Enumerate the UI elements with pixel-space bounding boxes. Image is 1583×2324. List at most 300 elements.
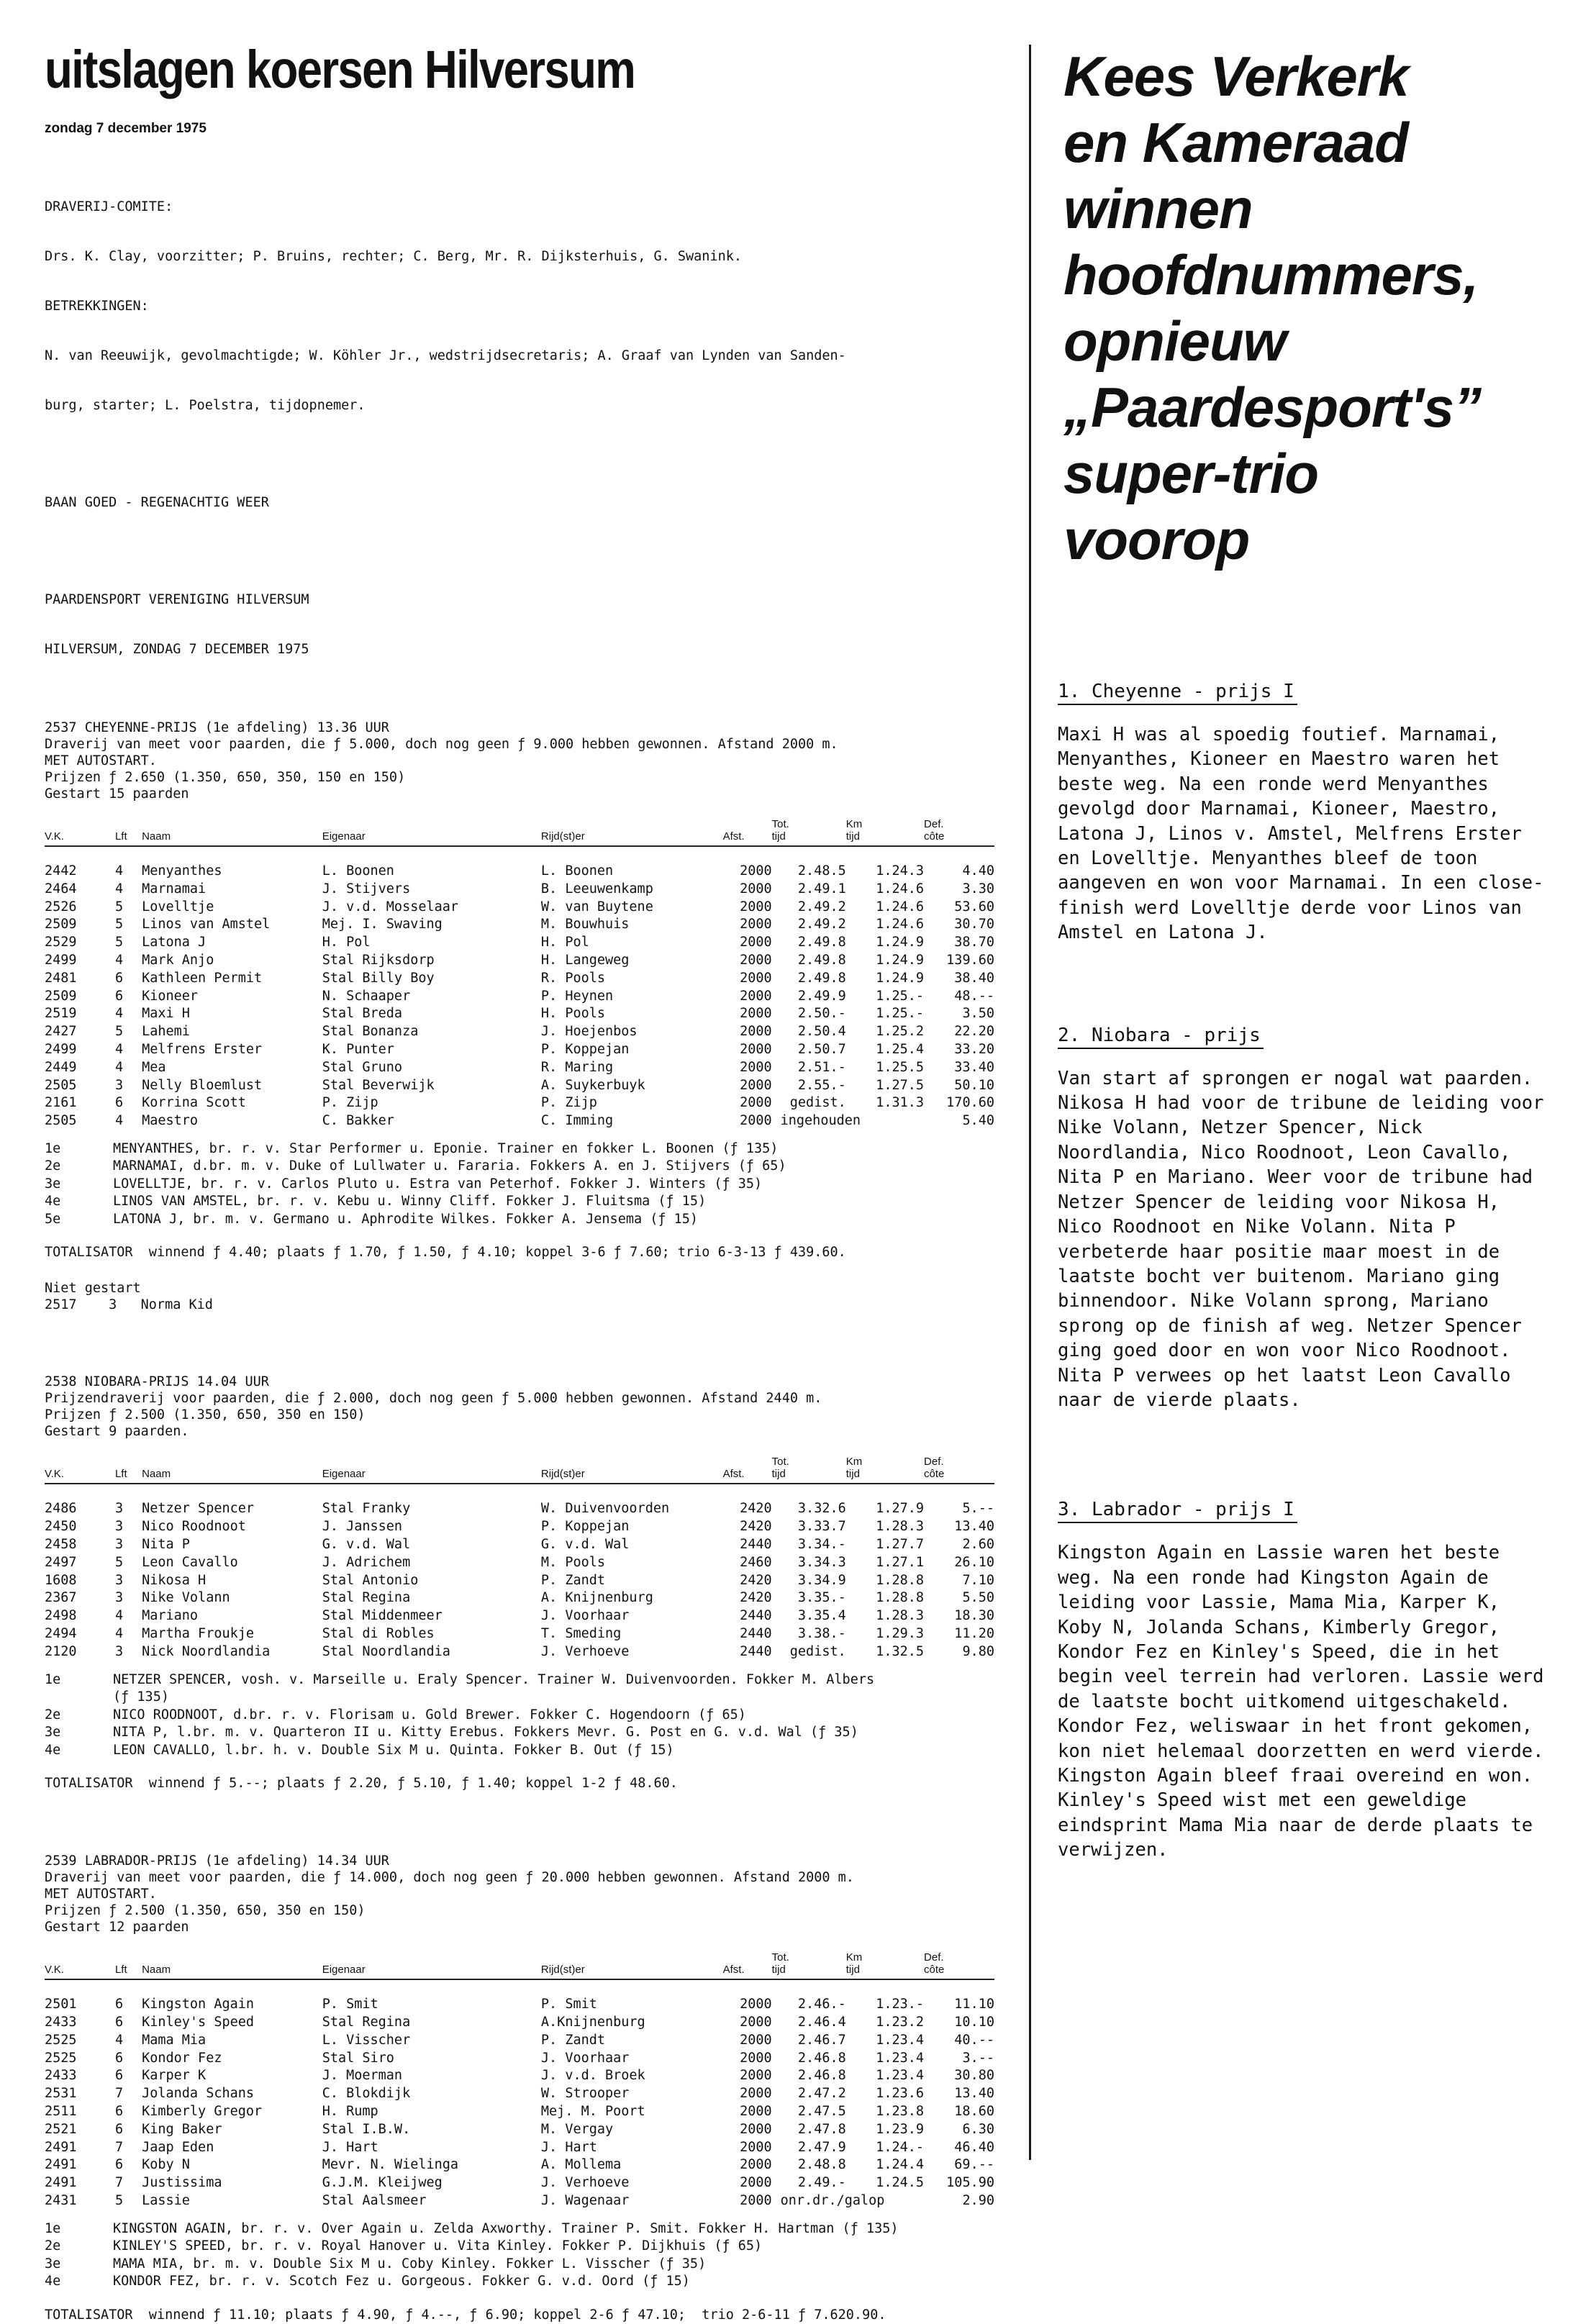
cell-eigenaar: P. Zijp (322, 1095, 378, 1111)
date-line: zondag 7 december 1975 (45, 121, 207, 136)
cell-totaaltijd: 2.47.8 (797, 2121, 846, 2137)
table-row (45, 1625, 994, 1643)
cell-naam: Kathleen Permit (142, 970, 263, 986)
cell-afstand: 2000 (740, 1006, 772, 1022)
cell-rijder: P. Zandt (540, 2032, 606, 2048)
table-row (45, 934, 994, 952)
cell-naam: Leon Cavallo (142, 1554, 238, 1570)
column-header-lft: Lft (115, 1951, 142, 1979)
cell-rijder: P. Koppejan (540, 1041, 630, 1057)
cell-afstand: 2000 (740, 2032, 772, 2048)
cell-rijder: J. Hoejenbos (540, 1024, 638, 1040)
cell-vk: 2519 (45, 1006, 77, 1022)
table-row (45, 1023, 994, 1041)
cell-kmtijd: 1.24.9 (876, 970, 925, 986)
race-header-line: MET AUTOSTART. (45, 1887, 157, 1902)
cell-naam: Kioneer (142, 988, 199, 1004)
committee-block (45, 165, 1009, 691)
cell-afstand: 2000 (740, 2050, 772, 2066)
cell-kmtijd: 1.28.8 (876, 1572, 925, 1588)
cell-eigenaar: J. Janssen (322, 1519, 403, 1535)
cell-afstand: 2000 (740, 1059, 772, 1075)
cell-kmtijd: 1.24.9 (876, 935, 925, 950)
cell-rijder: M. Vergay (540, 2121, 614, 2137)
cell-rijder: L. Boonen (540, 863, 614, 879)
cell-naam: Lahemi (142, 1024, 190, 1040)
cell-cote: 33.40 (954, 1059, 994, 1075)
placing-row (45, 2273, 1009, 2291)
placing-row (45, 1689, 1009, 1707)
table-row (45, 1077, 994, 1095)
cell-cote: 18.30 (954, 1608, 994, 1624)
cell-vk: 2521 (45, 2121, 77, 2137)
headline-line: opnieuw (1063, 309, 1287, 373)
placing-row (45, 1707, 1009, 1725)
column-header-line: Km (845, 1456, 863, 1469)
cell-rijder: J. Wagenaar (540, 2192, 630, 2208)
cell-eigenaar: J. Hart (322, 2139, 378, 2155)
cell-rijder: P. Koppejan (540, 1519, 630, 1535)
column-header-line: Def. (924, 1456, 944, 1469)
cell-vk: 2367 (45, 1590, 77, 1606)
cell-eigenaar: Stal Breda (322, 1006, 403, 1022)
placing-description: MAMA MIA, br. m. v. Double Six M u. Coby Kinley. Fokker L. Visscher (ƒ 35) (113, 2256, 707, 2271)
table-row (45, 2067, 994, 2085)
cell-afstand: 2000 (740, 899, 772, 914)
cell-eigenaar: Stal Regina (322, 1590, 411, 1606)
cell-lft: 4 (114, 952, 124, 968)
placing-position: 4e (45, 1742, 61, 1758)
race-header-line: 2538 NIOBARA-PRIJS 14.04 UUR (45, 1374, 269, 1390)
cell-vk: 2525 (45, 2032, 77, 2048)
cell-rijder: P. Zijp (540, 1095, 597, 1111)
cell-naam: Netzer Spencer (142, 1501, 255, 1517)
cell-naam: Menyanthes (142, 863, 222, 879)
cell-afstand: 2440 (740, 1537, 772, 1553)
table-row (45, 1059, 994, 1077)
cell-totaaltijd: 3.34.3 (797, 1554, 846, 1570)
race-header-line: Draverij van meet voor paarden, die ƒ 14.000, doch nog geen ƒ 20.000 hebben gewonnen. Afstand 2000 m. (45, 1870, 854, 1886)
cell-vk: 2491 (45, 2139, 77, 2155)
cell-lft: 6 (114, 2068, 124, 2084)
placing-description: MENYANTHES, br. r. v. Star Performer u. Eponie. Trainer en fokker L. Boonen (ƒ 135) (113, 1140, 779, 1156)
cell-afstand: 2000 (740, 1024, 772, 1040)
cell-kmtijd: 1.25.- (876, 1006, 925, 1022)
cell-vk: 2120 (45, 1643, 77, 1659)
cell-kmtijd: 1.24.6 (876, 899, 925, 914)
cell-afstand: 2000 (740, 2014, 772, 2030)
placing-description: KONDOR FEZ, br. r. v. Scotch Fez u. Gorgeous. Fokker G. v.d. Oord (ƒ 15) (113, 2274, 690, 2289)
cell-totaaltijd: 2.49.2 (797, 899, 846, 914)
cell-cote: 18.60 (954, 2103, 994, 2119)
table-row (45, 2103, 994, 2121)
cell-totaaltijd: 2.50.4 (797, 1024, 846, 1040)
cell-vk: 2499 (45, 1041, 77, 1057)
cell-totaaltijd: 3.34.9 (797, 1572, 846, 1588)
cell-rijder: C. Imming (540, 1113, 614, 1129)
cell-kmtijd: 1.25.2 (876, 1024, 925, 1040)
cell-eigenaar: Stal Noordlandia (322, 1643, 450, 1659)
cell-afstand: 2000 (740, 952, 772, 968)
cell-cote: 38.40 (954, 970, 994, 986)
cell-eigenaar: J. v.d. Mosselaar (322, 899, 459, 914)
cell-cote: 7.10 (962, 1572, 994, 1588)
cell-lft: 5 (114, 1554, 124, 1570)
cell-naam: Kimberly Gregor (142, 2103, 263, 2119)
cell-rijder: J. Hart (540, 2139, 597, 2155)
cell-kmtijd: 1.27.5 (876, 1077, 925, 1093)
cell-afstand: 2000 (740, 2086, 772, 2102)
cell-eigenaar: J. Moerman (322, 2068, 403, 2084)
cell-totaaltijd: 2.49.2 (797, 917, 846, 932)
cell-cote: 38.70 (954, 935, 994, 950)
column-header-line: tijd (845, 830, 860, 843)
column-header-line: Tot. (771, 818, 789, 830)
cell-cote: 53.60 (954, 899, 994, 914)
placing-position: 2e (45, 1158, 61, 1174)
column-header-naam: Naam (142, 1456, 322, 1484)
cell-rijder: H. Pools (540, 1006, 606, 1022)
placing-description: KINLEY'S SPEED, br. r. v. Royal Hanover u. Vita Kinley. Fokker P. Dijkhuis (ƒ 65) (113, 2238, 763, 2254)
cell-eigenaar: Stal Rijksdorp (322, 952, 435, 968)
cell-eigenaar: Stal Gruno (322, 1059, 403, 1075)
cell-lft: 6 (114, 988, 124, 1004)
cell-kmtijd: 1.24.6 (876, 881, 925, 897)
cell-afstand: 2000 (740, 2103, 772, 2119)
cell-eigenaar: G. v.d. Wal (322, 1537, 411, 1553)
cell-lft: 4 (114, 1059, 124, 1075)
cell-afstand: 2000 (740, 2192, 772, 2208)
race-header-line: Prijzen ƒ 2.650 (1.350, 650, 350, 150 en 150) (45, 770, 406, 785)
column-header-def (924, 1456, 994, 1484)
cell-lft: 4 (114, 881, 124, 897)
column-header-line: tijd (771, 1468, 786, 1481)
races-container (45, 720, 1009, 2324)
race-report (1058, 681, 1561, 945)
cell-vk: 2427 (45, 1024, 77, 1040)
cell-afstand: 2000 (740, 935, 772, 950)
cell-kmtijd: 1.29.3 (876, 1626, 925, 1642)
report-title: 2. Niobara - prijs (1058, 1025, 1264, 1049)
cell-totaaltijd: 2.49.- (797, 2175, 846, 2191)
cell-cote: 3.-- (962, 2050, 994, 2066)
column-header-line: Km (845, 818, 863, 830)
race-header (45, 1374, 1009, 1440)
cell-kmtijd: 1.25.5 (876, 1059, 925, 1075)
table-row (45, 1112, 994, 1130)
betrekkingen-line: N. van Reeuwijk, gevolmachtigde; W. Köhler Jr., wedstrijdsecretaris; A. Graaf van Lynden van Sanden- (45, 348, 846, 363)
cell-eigenaar: L. Visscher (322, 2032, 411, 2048)
cell-afstand: 2000 (740, 1997, 772, 2012)
cell-eigenaar: Stal Siro (322, 2050, 394, 2066)
cell-totaaltijd: 2.49.8 (797, 952, 846, 968)
table-row (45, 2085, 994, 2103)
cell-afstand: 2000 (740, 2068, 772, 2084)
cell-naam: Mea (142, 1059, 166, 1075)
cell-rijder: J. Voorhaar (540, 1608, 630, 1624)
cell-totaaltijd: 2.48.8 (797, 2157, 846, 2173)
race-section (45, 1853, 1009, 2324)
cell-totaaltijd: 2.49.1 (797, 881, 846, 897)
cell-naam: Mariano (142, 1608, 199, 1624)
cell-rijder: H. Pol (540, 935, 589, 950)
cell-totaaltijd: 2.49.8 (797, 935, 846, 950)
cell-lft: 3 (114, 1501, 124, 1517)
cell-eigenaar: H. Pol (322, 935, 371, 950)
club-name: PAARDENSPORT VERENIGING HILVERSUM (45, 592, 309, 607)
cell-naam: Nelly Bloemlust (142, 1077, 263, 1093)
cell-naam: Martha Froukje (142, 1626, 255, 1642)
headline-line: winnen (1063, 177, 1253, 240)
cell-kmtijd: 1.24.4 (876, 2157, 925, 2173)
results-table (45, 1456, 994, 1661)
placing-row (45, 1211, 1009, 1229)
column-header-lft: Lft (115, 1456, 142, 1484)
cell-kmtijd: 1.25.- (876, 988, 925, 1004)
cell-lft: 3 (114, 1572, 124, 1588)
column-header-line: côte (924, 830, 945, 843)
placing-description: LINOS VAN AMSTEL, br. r. v. Kebu u. Winny Cliff. Fokker J. Fluitsma (ƒ 15) (113, 1194, 707, 1209)
cell-totaaltijd: 2.50.- (797, 1006, 846, 1022)
table-row (45, 2156, 994, 2174)
cell-eigenaar: P. Smit (322, 1997, 378, 2012)
cell-cote: 105.90 (946, 2175, 994, 2191)
table-row (45, 1041, 994, 1059)
table-row (45, 988, 994, 1006)
table-row (45, 1484, 994, 1518)
table-header-row (45, 1456, 994, 1484)
committee-members: Drs. K. Clay, voorzitter; P. Bruins, rechter; C. Berg, Mr. R. Dijksterhuis, G. Swanink. (45, 249, 743, 264)
column-header-tot (772, 818, 846, 846)
race-header-line: Gestart 12 paarden (45, 1920, 189, 1935)
placing-description: KINGSTON AGAIN, br. r. v. Over Again u. Zelda Axworthy. Trainer P. Smit. Fokker H. Hartman (ƒ 135) (113, 2220, 899, 2236)
cell-afstand: 2440 (740, 1626, 772, 1642)
cell-totaaltijd: 2.51.- (797, 1059, 846, 1075)
headline-line: hoofdnummers, (1063, 243, 1479, 307)
cell-kmtijd: 1.27.7 (876, 1537, 925, 1553)
results-table (45, 1951, 994, 2210)
cell-afstand: 2420 (740, 1572, 772, 1588)
cell-vk: 2458 (45, 1537, 77, 1553)
column-header-def (924, 1951, 994, 1979)
not-started-title: Niet gestart (45, 1281, 141, 1297)
cell-kmtijd: 1.24.- (876, 2139, 925, 2155)
table-row (45, 2174, 994, 2192)
cell-afstand: 2440 (740, 1643, 772, 1659)
cell-naam: Maxi H (142, 1006, 190, 1022)
cell-eigenaar: Mevr. N. Wielinga (322, 2157, 459, 2173)
column-header-line: côte (924, 1964, 945, 1976)
cell-afstand: 2420 (740, 1501, 772, 1517)
cell-vk: 2526 (45, 899, 77, 914)
cell-cote: 6.30 (962, 2121, 994, 2137)
cell-eigenaar: G.J.M. Kleijweg (322, 2175, 443, 2191)
cell-naam: Nick Noordlandia (142, 1643, 271, 1659)
column-header-def (924, 818, 994, 846)
headline-line: „Paardesport's” (1063, 376, 1482, 439)
column-header-rijder: Rijd(st)er (541, 1951, 723, 1979)
cell-kmtijd: 1.24.3 (876, 863, 925, 879)
cell-lft: 3 (114, 1537, 124, 1553)
cell-cote: 10.10 (954, 2014, 994, 2030)
race-header-line: Draverij van meet voor paarden, die ƒ 5.000, doch nog geen ƒ 9.000 hebben gewonnen. Afstand 2000 m. (45, 737, 838, 752)
cell-vk: 2525 (45, 2050, 77, 2066)
column-header-vk: V.K. (45, 1951, 115, 1979)
cell-afstand: 2000 (740, 2139, 772, 2155)
cell-totaaltijd: 2.50.7 (797, 1041, 846, 1057)
cell-afstand: 2000 (740, 1113, 772, 1129)
column-header-afst: Afst. (723, 818, 772, 846)
cell-afstand: 2000 (740, 917, 772, 932)
cell-afstand: 2000 (740, 863, 772, 879)
cell-eigenaar: Stal Antonio (322, 1572, 419, 1588)
not-started-block (45, 1280, 1009, 1313)
cell-cote: 5.40 (962, 1113, 994, 1129)
cell-rijder: R. Maring (540, 1059, 614, 1075)
cell-vk: 2497 (45, 1554, 77, 1570)
column-header-line: Tot. (771, 1456, 789, 1469)
cell-eigenaar: Stal Billy Boy (322, 970, 435, 986)
cell-cote: 46.40 (954, 2139, 994, 2155)
cell-rijder: G. v.d. Wal (540, 1537, 630, 1553)
cell-rijder: T. Smeding (540, 1626, 622, 1642)
table-row (45, 1094, 994, 1112)
table-row (45, 1536, 994, 1554)
cell-rijder: M. Bouwhuis (540, 917, 630, 932)
placing-position: 1e (45, 1140, 61, 1156)
table-row (45, 1005, 994, 1023)
cell-cote: 170.60 (946, 1095, 994, 1111)
cell-naam: Melfrens Erster (142, 1041, 263, 1057)
cell-naam: Kingston Again (142, 1997, 255, 2012)
column-header-line: Def. (924, 1951, 944, 1964)
cell-cote: 5.50 (962, 1590, 994, 1606)
placing-description: NITA P, l.br. m. v. Quarteron II u. Kitty Erebus. Fokkers Mevr. G. Post en G. v.d. Wal (ƒ 35) (113, 1725, 858, 1740)
cell-afstand: 2000 (740, 2121, 772, 2137)
placing-position (45, 1689, 113, 1707)
race-header-line: 2539 LABRADOR-PRIJS (1e afdeling) 14.34 UUR (45, 1853, 389, 1869)
cell-kmtijd: 1.23.4 (876, 2032, 925, 2048)
cell-cote: 2.90 (962, 2192, 994, 2208)
table-row (45, 1979, 994, 2014)
cell-vk: 2499 (45, 952, 77, 968)
cell-naam: Linos van Amstel (142, 917, 271, 932)
cell-eigenaar: C. Bakker (322, 1113, 394, 1129)
totalisator-line: TOTALISATOR winnend ƒ 4.40; plaats ƒ 1.70, ƒ 1.50, ƒ 4.10; koppel 3-6 ƒ 7.60; trio 6-3-13 ƒ 439.60. (45, 1245, 846, 1261)
race-header-line: 2537 CHEYENNE-PRIJS (1e afdeling) 13.36 UUR (45, 720, 389, 735)
cell-rijder: A. Mollema (540, 2157, 622, 2173)
cell-lft: 3 (114, 1519, 124, 1535)
cell-cote: 2.60 (962, 1537, 994, 1553)
column-header-naam: Naam (142, 1951, 322, 1979)
table-row (45, 2192, 994, 2210)
cell-lft: 7 (114, 2139, 124, 2155)
cell-kmtijd: 1.32.5 (876, 1643, 925, 1659)
placings-list (45, 1671, 1009, 1760)
cell-kmtijd: 1.23.2 (876, 2014, 925, 2030)
cell-vk: 2505 (45, 1113, 77, 1129)
cell-cote: 3.30 (962, 881, 994, 897)
column-header-km (846, 818, 924, 846)
cell-eigenaar: J. Stijvers (322, 881, 411, 897)
cell-vk: 2450 (45, 1519, 77, 1535)
cell-naam: Lassie (142, 2192, 190, 2208)
cell-afstand: 2000 (740, 881, 772, 897)
cell-vk: 2529 (45, 935, 77, 950)
cell-kmtijd: 1.27.1 (876, 1554, 925, 1570)
cell-lft: 5 (114, 917, 124, 932)
cell-lft: 5 (114, 2192, 124, 2208)
cell-lft: 5 (114, 935, 124, 950)
race-header-line: Prijzen ƒ 2.500 (1.350, 650, 350 en 150) (45, 1407, 366, 1423)
cell-afstand: 2000 (740, 988, 772, 1004)
cell-kmtijd: 1.24.9 (876, 952, 925, 968)
cell-vk: 2491 (45, 2175, 77, 2191)
cell-eigenaar: Mej. I. Swaving (322, 917, 443, 932)
cell-totaaltijd: 2.47.5 (797, 2103, 846, 2119)
cell-naam: Maestro (142, 1113, 199, 1129)
table-row (45, 1643, 994, 1661)
cell-cote: 4.40 (962, 863, 994, 879)
table-row (45, 899, 994, 917)
race-report (1058, 1025, 1561, 1413)
cell-vk: 2501 (45, 1997, 77, 2012)
cell-naam: Korrina Scott (142, 1095, 246, 1111)
cell-totaaltijd: 3.38.- (797, 1626, 846, 1642)
column-header-eigenaar: Eigenaar (322, 1456, 541, 1484)
cell-naam: Kondor Fez (142, 2050, 222, 2066)
cell-totaaltijd: gedist. (789, 1643, 846, 1659)
race-header (45, 720, 1009, 802)
cell-lft: 7 (114, 2086, 124, 2102)
table-row (45, 1607, 994, 1625)
race-header-line: MET AUTOSTART. (45, 753, 157, 768)
cell-kmtijd: 1.31.3 (876, 1095, 925, 1111)
cell-naam: Nike Volann (142, 1590, 230, 1606)
cell-totaaltijd: 2.46.4 (797, 2014, 846, 2030)
cell-eigenaar: Stal Bonanza (322, 1024, 419, 1040)
column-header-line: tijd (771, 830, 786, 843)
placing-row (45, 1158, 1009, 1176)
report-column (1058, 43, 1561, 2166)
table-row (45, 2121, 994, 2139)
column-header-rijder: Rijd(st)er (541, 1456, 723, 1484)
placing-row (45, 2256, 1009, 2274)
table-row (45, 970, 994, 988)
column-divider (1029, 45, 1031, 2160)
cell-lft: 6 (114, 1095, 124, 1111)
cell-kmtijd: 1.23.4 (876, 2050, 925, 2066)
race-section (45, 720, 1009, 1313)
race-header-line: Prijzen ƒ 2.500 (1.350, 650, 350 en 150) (45, 1903, 366, 1919)
race-header-line: Gestart 9 paarden. (45, 1424, 189, 1440)
cell-rijder: W. Strooper (540, 2086, 630, 2102)
placing-description: LEON CAVALLO, l.br. h. v. Double Six M u. Quinta. Fokker B. Out (ƒ 15) (113, 1742, 674, 1758)
column-header-line: Km (845, 1951, 863, 1964)
report-text: Maxi H was al spoedig foutief. Marnamai, Menyanthes, Kioneer en Maestro waren het beste weg. Na een ronde werd Menyanthes gevolgd door Marnamai, Kioneer, Maestro, Latona J, Linos v. Amstel, Melfrens Erster en Lovelltje. Menyanthes bleef de toon aangeven en won voor Marnamai. In een close-finish werd Lovelltje derde voor Linos van Amstel en Latona J. (1058, 724, 1544, 944)
cell-rijder: A.Knijnenburg (540, 2014, 645, 2030)
race-header (45, 1853, 1009, 1935)
cell-kmtijd: 1.25.4 (876, 1041, 925, 1057)
cell-cote: 5.-- (962, 1501, 994, 1517)
cell-vk: 2481 (45, 970, 77, 986)
race-header-line: Gestart 15 paarden (45, 786, 189, 802)
cell-totaaltijd: 2.47.2 (797, 2086, 846, 2102)
cell-kmtijd: 1.23.9 (876, 2121, 925, 2137)
cell-naam: Nikosa H (142, 1572, 207, 1588)
column-header-tot (772, 1456, 846, 1484)
placing-position: 1e (45, 1671, 61, 1687)
